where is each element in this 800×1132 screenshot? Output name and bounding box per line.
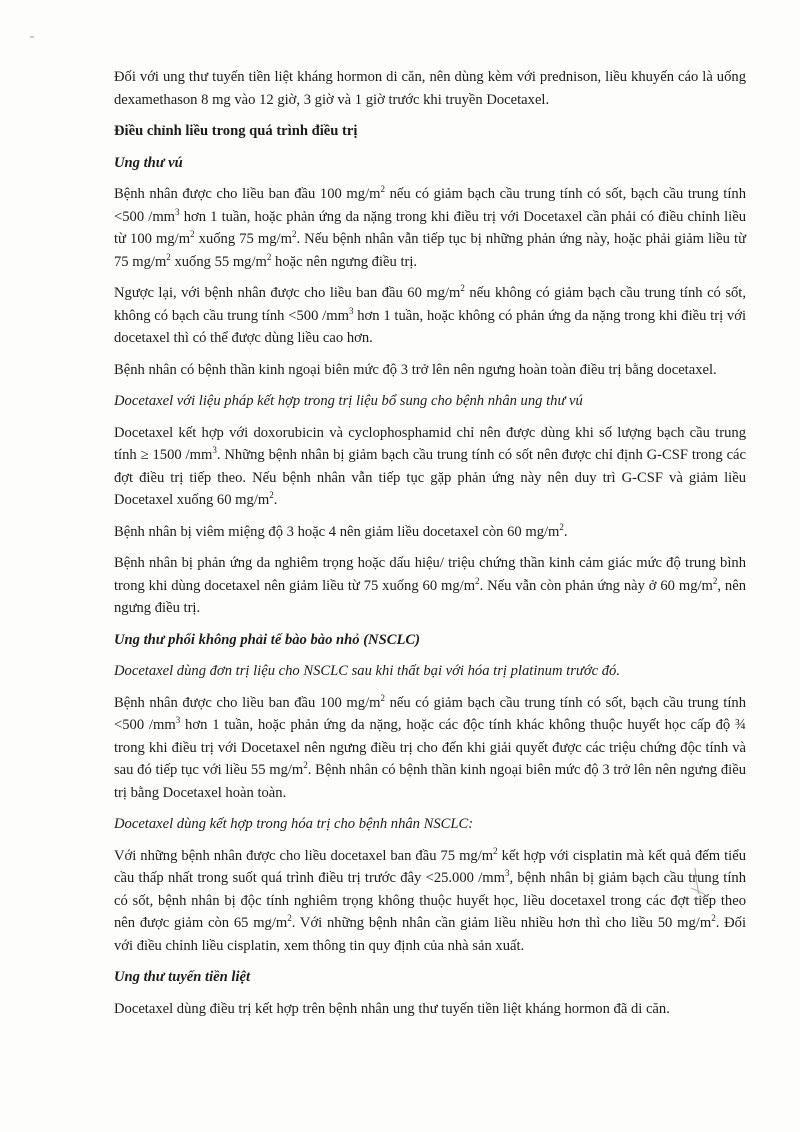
body-paragraph: Bệnh nhân được cho liều ban đầu 100 $mg/m^2$ nếu có giảm bạch cầu trung tính có sốt, bạch cầu trung tính <500 $/mm^3$ hơn 1 tuần, hoặc phản ứng da nặng trong khi điều trị với Docetaxel cần phải có điều chỉnh liều từ 100 $mg/m^2$ xuống 75 $mg/m^2$. Nếu bệnh nhân vẫn tiếp tục bị những phản ứng này, hoặc phải giảm liều từ 75 $mg/m^2$ xuống 55 $mg/m^2$ hoặc nên ngưng điều trị. (114, 184, 747, 270)
italic-subheading: Docetaxel với liệu pháp kết hợp trong trị liệu bổ sung cho bệnh nhân ung thư vú (114, 393, 583, 409)
body-paragraph: Bệnh nhân có bệnh thần kinh ngoại biên mức độ 3 trở lên nên ngưng hoàn toàn điều trị bằng docetaxel. (114, 361, 717, 378)
handwritten-mark-icon (683, 866, 713, 906)
body-paragraph: Docetaxel dùng điều trị kết hợp trên bệnh nhân ung thư tuyến tiền liệt kháng hormon đã di căn. (114, 1000, 670, 1017)
body-paragraph: Bệnh nhân bị viêm miệng độ 3 hoặc 4 nên giảm liều docetaxel còn 60 $mg/m^2$. (114, 521, 568, 540)
body-paragraph: Với những bệnh nhân được cho liều docetaxel ban đầu 75 $mg/m^2$ kết hợp với cisplatin mà kết quả đếm tiểu cầu thấp nhất trong suốt quá trình điều trị trước đây <25.000 $/mm^3$, bệnh nhân bị giảm bạch cầu trung tính có sốt, bệnh nhân bị độc tính nghiêm trọng không thuộc huyết học, liều docetaxel trong các đợt tiếp theo nên được giảm còn 65 $mg/m^2$. Với những bệnh nhân cần giảm liều nhiều hơn thì cho liều 50 $mg/m^2$. Đối với điều chỉnh liều cisplatin, xem thông tin quy định của nhà sản xuất. (114, 845, 747, 954)
body-paragraph: Docetaxel kết hợp với doxorubicin và cyclophosphamid chỉ nên được dùng khi số lượng bạch cầu trung tính ≥ 1500 $/mm^3$. Những bệnh nhân bị giảm bạch cầu trung tính có sốt nên được chỉ định G-CSF trong các đợt điều trị tiếp theo. Nếu bệnh nhân vẫn tiếp tục gặp phản ứng này nên duy trì G-CSF và giảm liều Docetaxel xuống 60 $mg/m^2$. (114, 424, 747, 508)
italic-subheading: Docetaxel dùng kết hợp trong hóa trị cho bệnh nhân NSCLC: (114, 816, 474, 832)
body-paragraph: Bệnh nhân được cho liều ban đầu 100 $mg/m^2$ nếu có giảm bạch cầu trung tính có sốt, bạch cầu trung tính <500 $/mm^3$ hơn 1 tuần, hoặc phản ứng da nặng, hoặc các độc tính khác không thuộc huyết học cấp độ ¾ trong khi điều trị với Docetaxel nên ngưng điều trị cho đến khi giải quyết được các triệu chứng độc tính và sau đó tiếp tục với liều 55 $mg/m^2$. Bệnh nhân có bệnh thần kinh ngoại biên mức độ 3 trở lên nên ngưng điều trị bằng Docetaxel hoàn toàn. (114, 692, 746, 801)
italic-subheading: Docetaxel dùng đơn trị liệu cho NSCLC sau khi thất bại với hóa trị platinum trước đó. (114, 663, 620, 679)
body-paragraph: Bệnh nhân bị phản ứng da nghiêm trọng hoặc dấu hiệu/ triệu chứng thần kinh cảm giác mức độ trung bình trong khi dùng docetaxel nên giảm liều từ 75 xuống 60 $mg/m^2$. Nếu vẫn còn phản ứng này ở 60 $mg/m^2$, nên ngưng điều trị. (114, 555, 747, 616)
body-paragraph: Ngược lại, với bệnh nhân được cho liều ban đầu 60 $mg/m^2$ nếu không có giảm bạch cầu trung tính có sốt, không có bạch cầu trung tính <500 $/mm^3$ hơn 1 tuần, hoặc không có phản ứng da nặng trong khi điều trị với docetaxel thì có thể được dùng liều cao hơn. (114, 283, 746, 346)
section-heading: Điều chỉnh liều trong quá trình điều trị (114, 123, 358, 139)
subsection-heading: Ung thư tuyến tiền liệt (114, 969, 251, 985)
subsection-heading: Ung thư phổi không phải tế bào bào nhỏ (NSCLC) (114, 631, 420, 648)
scan-mark (30, 36, 34, 38)
document-body (114, 66, 746, 1029)
body-paragraph: Đối với ung thư tuyến tiền liệt kháng hormon di căn, nên dùng kèm với prednison, liều khuyến cáo là uống dexamethason 8 mg vào 12 giờ, 3 giờ và 1 giờ trước khi truyền Docetaxel. (114, 69, 746, 108)
subsection-heading: Ung thư vú (114, 154, 183, 171)
